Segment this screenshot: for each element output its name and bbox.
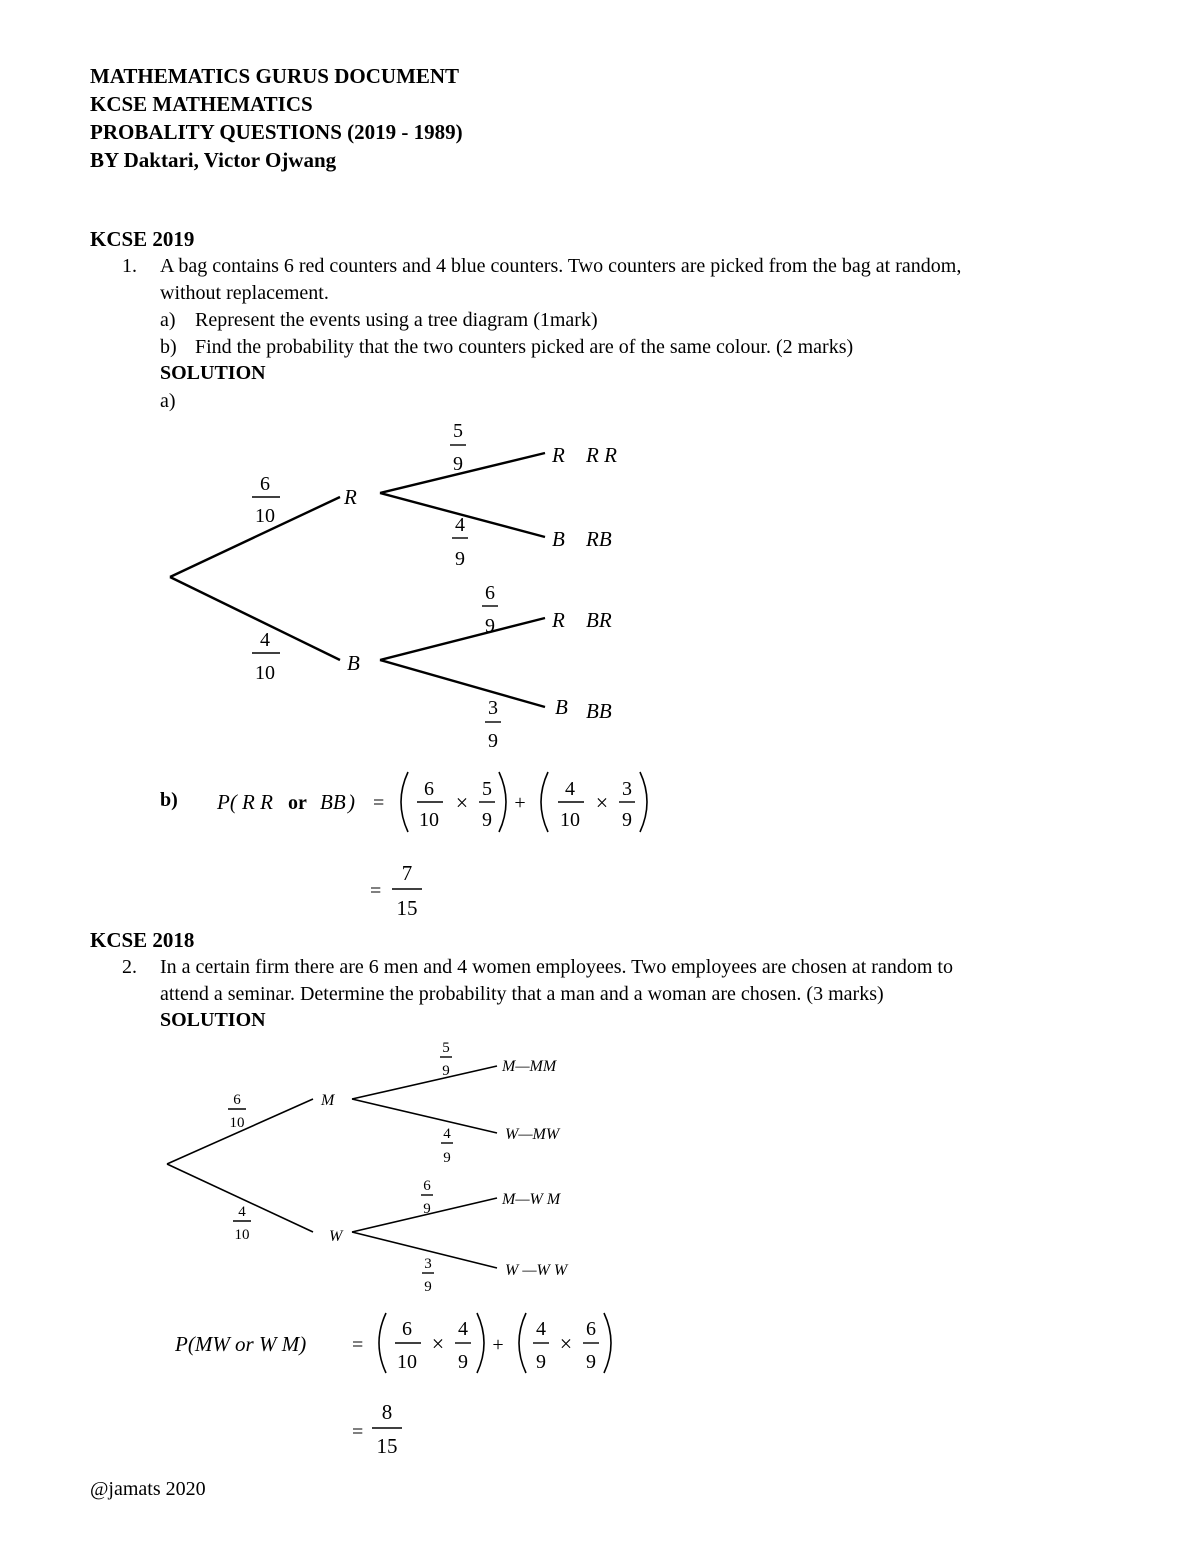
expr-p: P( [217, 790, 237, 814]
fraction-numerator: 4 [565, 778, 575, 800]
outcome-label: M—W M [502, 1191, 561, 1208]
q2-text-line2: attend a seminar. Determine the probability that a man and a woman are chosen. (3 marks) [160, 983, 884, 1005]
fraction-numerator: 5 [482, 778, 492, 800]
fraction-denominator: 10 [229, 1115, 245, 1131]
plus-sign: + [514, 792, 526, 814]
fraction-numerator: 6 [485, 582, 495, 604]
leaf-label: B [552, 527, 565, 551]
q1-number: 1. [122, 255, 137, 277]
q1-part-b-text: Find the probability that the two counters picked are of the same colour. (2 marks) [195, 336, 854, 358]
fraction-denominator: 9 [458, 1351, 468, 1373]
left-paren [519, 1313, 526, 1373]
fraction-numerator: 6 [402, 1318, 412, 1340]
header-title: MATHEMATICS GURUS DOCUMENT [90, 64, 460, 88]
outcome-label: BR [586, 608, 612, 632]
q1-part-b-label: b) [160, 336, 177, 358]
q2-number: 2. [122, 956, 137, 978]
times-sign: × [595, 790, 609, 815]
q2-solution-label: SOLUTION [160, 1009, 266, 1031]
fraction-denominator: 9 [622, 809, 632, 831]
q1-part-a-label: a) [160, 309, 176, 331]
leaf-label: R [552, 608, 565, 632]
fraction-denominator: 9 [485, 615, 495, 637]
times-sign: × [455, 790, 469, 815]
fraction-numerator: 6 [586, 1318, 596, 1340]
q1-solution-label: SOLUTION [160, 362, 266, 384]
outcome-label: BB [586, 699, 612, 723]
fraction-denominator: 9 [536, 1351, 546, 1373]
prob-fraction [440, 1040, 452, 1079]
expr-bb: BB [320, 790, 346, 814]
fraction-numerator: 3 [424, 1256, 432, 1272]
fraction-denominator: 15 [396, 896, 418, 920]
fraction-denominator: 9 [424, 1279, 432, 1295]
fraction-denominator: 9 [423, 1201, 431, 1217]
node-label-m: M [321, 1092, 335, 1109]
node-label-r: R [344, 485, 357, 509]
fraction-numerator: 3 [488, 697, 498, 719]
node-label-b: B [347, 651, 360, 675]
fraction-denominator: 10 [419, 809, 439, 831]
fraction-numerator: 6 [260, 473, 270, 495]
node-label-w: W [329, 1228, 343, 1245]
outcome-label: W—MW [505, 1126, 560, 1143]
times-sign: × [559, 1331, 573, 1356]
plus-sign: + [492, 1334, 504, 1356]
prob-fraction [441, 1126, 453, 1166]
right-paren [604, 1313, 611, 1373]
expr-lhs: P(MW or W M) [175, 1332, 307, 1356]
leaf-label: R [552, 443, 565, 467]
fraction-denominator: 9 [482, 809, 492, 831]
prob-fraction [422, 1256, 434, 1295]
expr-close: ) [348, 790, 355, 814]
fraction-denominator: 10 [255, 505, 275, 527]
leaf-label: B [555, 695, 568, 719]
branch-m-w [352, 1099, 497, 1133]
prob-fraction [233, 1204, 251, 1243]
fraction-denominator: 10 [234, 1227, 250, 1243]
fraction-numerator: 5 [442, 1040, 450, 1056]
expr-or: or [288, 792, 307, 814]
equals-sign: = [352, 1334, 364, 1356]
q1-part-a-text: Represent the events using a tree diagram (1mark) [195, 309, 598, 331]
branch-m-m [352, 1066, 497, 1099]
q1-year-heading: KCSE 2019 [90, 227, 195, 251]
fraction-denominator: 15 [376, 1434, 398, 1458]
fraction-numerator: 4 [458, 1318, 468, 1340]
header-subject: KCSE MATHEMATICS [90, 92, 313, 116]
q2-text-line1: In a certain firm there are 6 men and 4 women employees. Two employees are chosen at random to [160, 956, 953, 978]
expr-rr: R R [242, 790, 273, 814]
fraction-numerator: 4 [455, 514, 465, 536]
fraction-numerator: 6 [423, 1178, 431, 1194]
fraction-numerator: 8 [381, 1400, 393, 1424]
right-paren [477, 1313, 484, 1373]
fraction-numerator: 5 [453, 420, 463, 442]
equals-sign: = [370, 880, 382, 902]
fraction-denominator: 9 [488, 730, 498, 752]
fraction-denominator: 9 [453, 453, 463, 475]
fraction-numerator: 4 [536, 1318, 546, 1340]
fraction-denominator: 10 [255, 662, 275, 684]
prob-fraction [228, 1092, 246, 1131]
header-topic: PROBALITY QUESTIONS (2019 - 1989) [90, 120, 463, 144]
times-sign: × [431, 1331, 445, 1356]
fraction-denominator: 10 [397, 1351, 417, 1373]
outcome-label: W —W W [505, 1262, 568, 1279]
outcome-label: RB [586, 527, 612, 551]
q2-year-heading: KCSE 2018 [90, 928, 195, 952]
fraction-denominator: 9 [442, 1063, 450, 1079]
fraction-denominator: 9 [586, 1351, 596, 1373]
fraction-numerator: 3 [622, 778, 632, 800]
q1-solution-b-label: b) [160, 789, 178, 811]
branch-root-w [167, 1164, 313, 1232]
fraction-denominator: 10 [560, 809, 580, 831]
fraction-numerator: 7 [401, 861, 413, 885]
outcome-label: R R [586, 443, 617, 467]
q1-text-line1: A bag contains 6 red counters and 4 blue counters. Two counters are picked from the bag at random, [160, 255, 962, 277]
q1-solution-a-label: a) [160, 390, 176, 412]
fraction-denominator: 9 [455, 548, 465, 570]
page-footer: @jamats 2020 [90, 1478, 206, 1500]
left-paren [379, 1313, 386, 1373]
outcome-label: M—MM [502, 1058, 557, 1075]
fraction-numerator: 6 [233, 1092, 241, 1108]
q2-probability-expression [174, 1313, 611, 1373]
q1-text-line2: without replacement. [160, 282, 329, 304]
q2-result [352, 1400, 402, 1458]
fraction-numerator: 4 [238, 1204, 246, 1220]
fraction-numerator: 6 [424, 778, 434, 800]
equals-sign: = [352, 1421, 364, 1443]
header-author: BY Daktari, Victor Ojwang [90, 148, 337, 172]
prob-fraction [421, 1178, 433, 1217]
fraction-denominator: 9 [443, 1150, 451, 1166]
equals-sign: = [373, 792, 385, 814]
fraction-numerator: 4 [260, 629, 270, 651]
fraction-numerator: 4 [443, 1126, 451, 1142]
